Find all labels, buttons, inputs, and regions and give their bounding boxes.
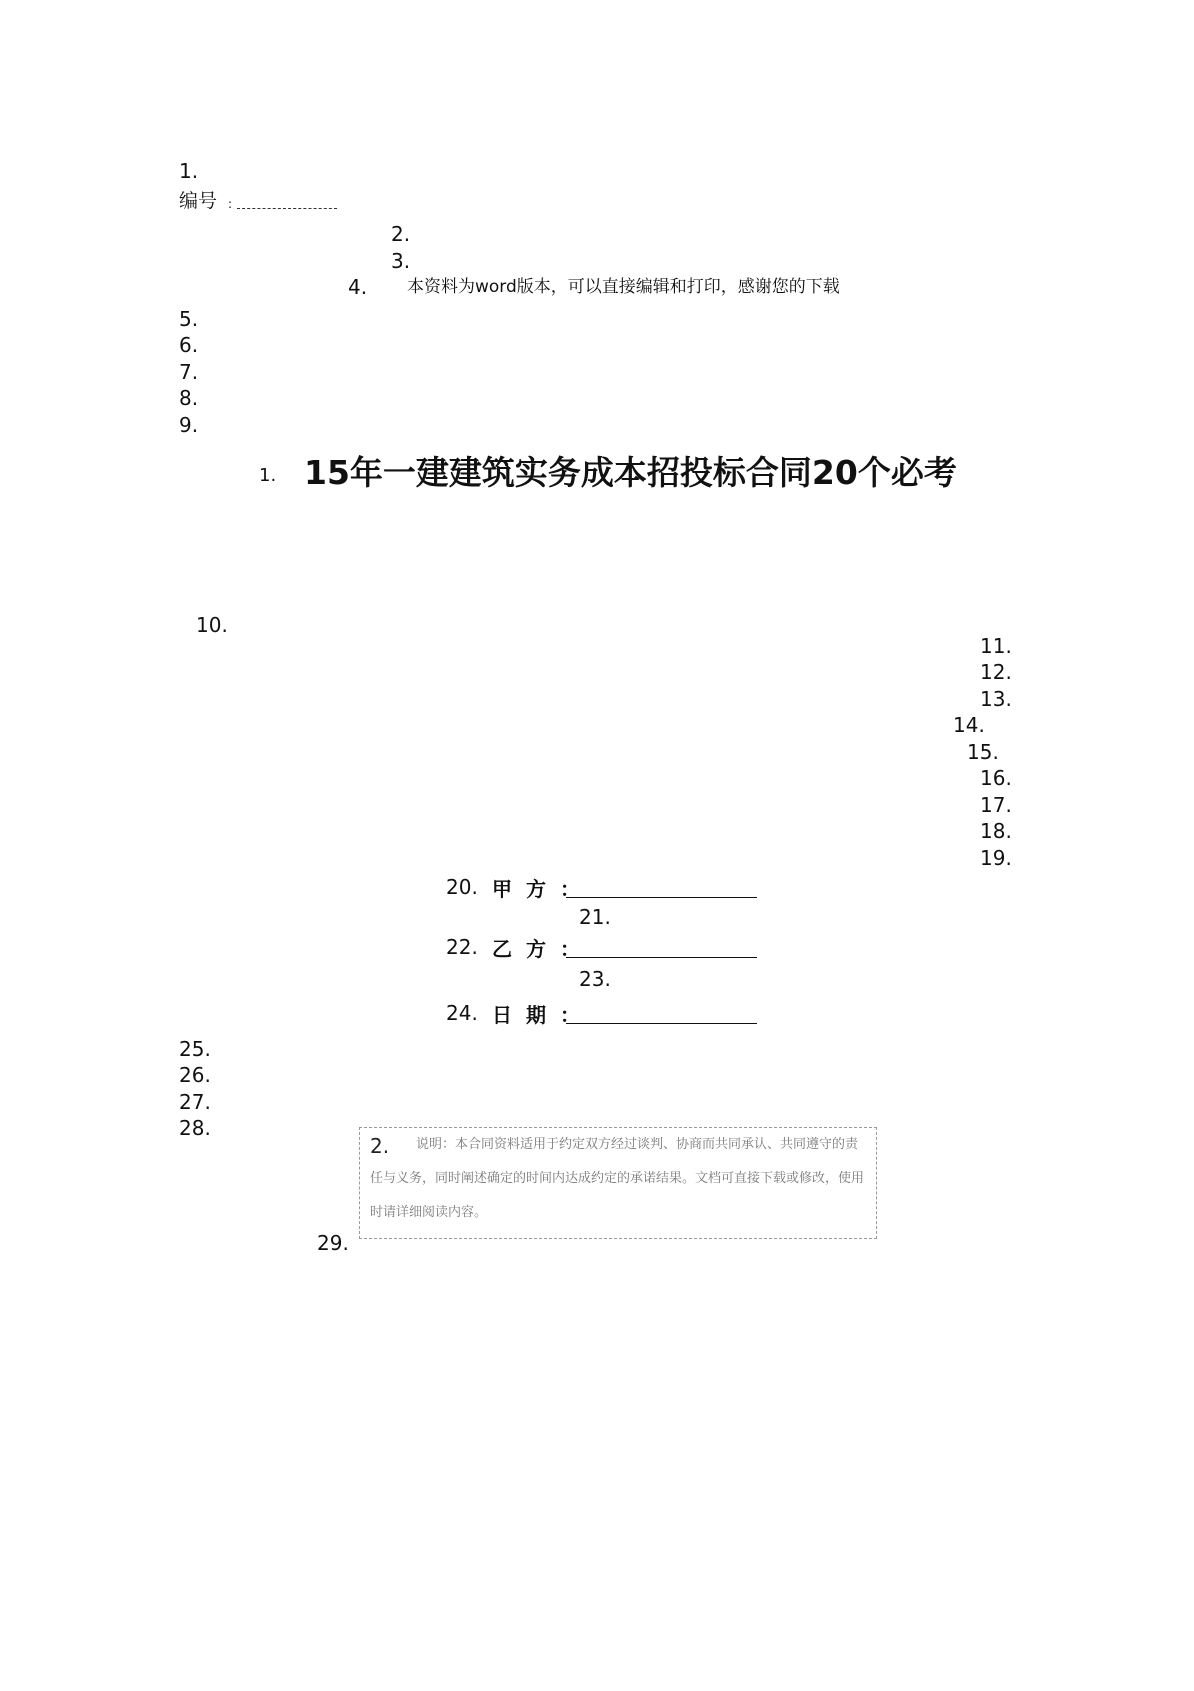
usage-note-text: 说明：本合同资料适用于约定双方经过谈判、协商而共同承认、共同遵守的责任与义务，同时阐述确定的时间内达成约定的承诺结果。文档可直接下载或修改，使用时请详细阅读内容。 <box>370 1137 865 1220</box>
line-number-18: 18. <box>980 819 1012 843</box>
line-number-11: 11. <box>980 634 1012 658</box>
date-label: 日期： <box>492 1003 594 1027</box>
line-number-14: 14. <box>953 713 985 737</box>
line-number-1: 1. <box>179 159 199 183</box>
line-number-2: 2. <box>391 222 411 246</box>
line-number-23: 23. <box>579 967 611 991</box>
line-number-4: 4. <box>348 275 368 299</box>
date-blank <box>566 1023 757 1024</box>
serial-number-label: 编号 <box>179 190 218 212</box>
line-number-19: 19. <box>980 846 1012 870</box>
download-notice: 本资料为word版本，可以直接编辑和打印，感谢您的下载 <box>407 277 840 297</box>
party-b-blank <box>566 957 757 958</box>
line-number-26: 26. <box>179 1063 211 1087</box>
line-number-22: 22. <box>446 935 478 959</box>
line-number-15: 15. <box>967 740 999 764</box>
line-number-3: 3. <box>391 249 411 273</box>
line-number-13: 13. <box>980 687 1012 711</box>
line-number-28: 28. <box>179 1116 211 1140</box>
line-number-16: 16. <box>980 766 1012 790</box>
line-number-20: 20. <box>446 875 478 899</box>
line-number-5: 5. <box>179 307 199 331</box>
line-number-10: 10. <box>196 613 228 637</box>
party-a-blank <box>566 897 757 898</box>
line-number-6: 6. <box>179 333 199 357</box>
note-number: 2. <box>370 1134 390 1158</box>
line-number-17: 17. <box>980 793 1012 817</box>
line-number-8: 8. <box>179 386 199 410</box>
line-number-7: 7. <box>179 360 199 384</box>
line-number-12: 12. <box>980 660 1012 684</box>
party-a-label: 甲方： <box>492 877 594 901</box>
document-title: 15年一建建筑实务成本招投标合同20个必考 <box>304 453 957 492</box>
line-number-24: 24. <box>446 1001 478 1025</box>
line-number-29: 29. <box>317 1231 349 1255</box>
line-number-27: 27. <box>179 1090 211 1114</box>
line-number-25: 25. <box>179 1037 211 1061</box>
line-number-9: 9. <box>179 413 199 437</box>
party-b-label: 乙方： <box>492 937 594 961</box>
serial-number-colon: : <box>228 197 233 211</box>
usage-note-box <box>359 1127 877 1239</box>
line-number-21: 21. <box>579 905 611 929</box>
title-number: 1. <box>259 465 277 486</box>
serial-number-blank <box>237 208 337 209</box>
